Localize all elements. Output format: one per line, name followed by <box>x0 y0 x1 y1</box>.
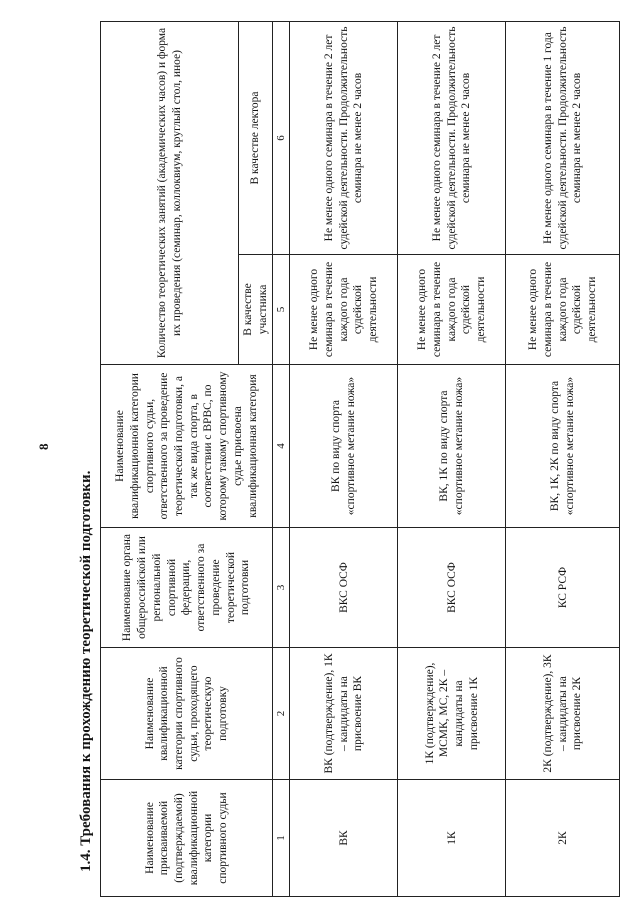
page-number: 8 <box>36 443 51 450</box>
header-responsible: Наименование квалификационной категории спортивного судьи, ответственного за проведение теоретической подготовки, а так же вида спорта, в соответствии с ВРВС, по которому такому спортивному судье присвоена квалификационная категория <box>101 365 273 528</box>
column-number: 4 <box>273 365 290 528</box>
cell-lecturer: Не менее одного семинара в течение 2 лет судейской деятельности. Продолжительность семинара не менее 2 часов <box>290 21 398 254</box>
cell-responsible: ВК, 1К, 2К по виду спорта «спортивное метание ножа» <box>506 365 620 528</box>
cell-lecturer: Не менее одного семинара в течение 1 года судейской деятельности. Продолжительность семинара не менее 2 часов <box>506 21 620 254</box>
cell-responsible: ВК по виду спорта «спортивное метание ножа» <box>290 365 398 528</box>
cell-lecturer: Не менее одного семинара в течение 2 лет судейской деятельности. Продолжительность семинара не менее 2 часов <box>398 21 506 254</box>
cell-candidates: 1К (подтверждение), МСМК, МС, 2К – кандидаты на присвоение 1К <box>398 648 506 780</box>
column-number: 5 <box>273 255 290 365</box>
cell-responsible: ВК, 1К по виду спорта «спортивное метание ножа» <box>398 365 506 528</box>
cell-category: ВК <box>290 780 398 897</box>
table-row-1k <box>398 21 506 896</box>
table-row-vk <box>290 21 398 896</box>
column-number: 3 <box>273 528 290 648</box>
cell-organ: ВКС ОСФ <box>290 528 398 648</box>
cell-category: 1К <box>398 780 506 897</box>
section-title: 1.4. Требования к прохождению теоретической подготовки. <box>78 470 94 872</box>
header-candidates: Наименование квалификационной категории спортивного судьи, проходящего теоретическую подготовку <box>101 648 273 780</box>
cell-participant: Не менее одного семинара в течение каждого года судейской деятельности <box>398 255 506 365</box>
cell-organ: ВКС ОСФ <box>398 528 506 648</box>
header-group: Количество теоретических занятий (академических часов) и форма их проведения (семинар, коллоквиум, круглый стол, иное) <box>101 21 239 364</box>
column-number: 6 <box>273 21 290 254</box>
column-number: 1 <box>273 780 290 897</box>
cell-candidates: 2К (подтверждение), 3К – кандидаты на присвоение 2К <box>506 648 620 780</box>
cell-participant: Не менее одного семинара в течение каждого года судейской деятельности <box>290 255 398 365</box>
table-row-2k <box>506 21 620 896</box>
header-category: Наименование присваиваемой (подтверждаемой) квалификационной категории спортивного судьи <box>101 780 273 897</box>
cell-participant: Не менее одного семинара в течение каждого года судейской деятельности <box>506 255 620 365</box>
column-number-row <box>273 21 290 896</box>
requirements-table <box>100 21 620 897</box>
header-participant: В качестве участника <box>239 255 273 365</box>
header-lecturer: В качестве лектора <box>239 21 273 254</box>
header-organ: Наименование органа общероссийской или региональной спортивной федерации, ответственного за проведение теоретической подготовки <box>101 528 273 648</box>
cell-category: 2К <box>506 780 620 897</box>
header-row <box>101 21 239 896</box>
cell-organ: КС РСФ <box>506 528 620 648</box>
column-number: 2 <box>273 648 290 780</box>
cell-candidates: ВК (подтверждение), 1К – кандидаты на присвоение ВК <box>290 648 398 780</box>
